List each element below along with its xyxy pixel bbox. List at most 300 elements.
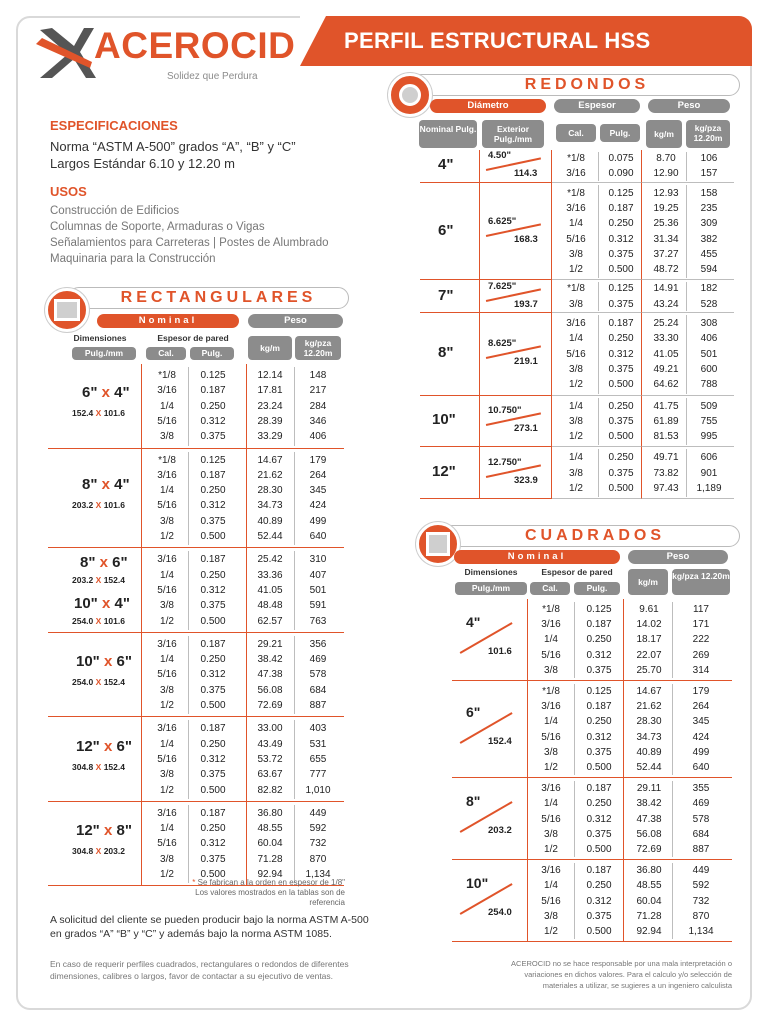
table-cell: 0.250 — [608, 333, 634, 345]
table-cell: 655 — [309, 753, 327, 765]
exterior-in: 6.625" — [488, 215, 517, 227]
size-label-mm — [72, 677, 125, 687]
column-divider — [574, 684, 575, 775]
red-exterior-header: Exterior Pulg./mm — [482, 120, 544, 148]
table-cell: *1/8 — [158, 370, 176, 381]
red-nominal-header: Nominal Pulg. — [419, 120, 477, 148]
dimension-value: 101.6 — [103, 500, 125, 511]
table-cell: 47.38 — [636, 813, 662, 825]
table-cell: 182 — [700, 283, 718, 295]
table-cell: 0.250 — [200, 738, 226, 750]
table-cell: 25.70 — [636, 664, 662, 676]
note-line: Se fabrican a la orden en espesor de 1/8" — [197, 878, 345, 887]
cuad-cal-header: Cal. — [530, 582, 570, 595]
dimension-value: 12" — [76, 737, 100, 755]
table-cell: 5/16 — [566, 233, 586, 245]
table-cell: 38.42 — [636, 798, 662, 810]
square-tube-icon — [416, 522, 460, 566]
table-cell: 48.48 — [257, 600, 283, 612]
red-peso-header: Peso — [648, 99, 730, 113]
table-cell: 71.28 — [257, 853, 283, 865]
table-cell: 34.73 — [257, 500, 283, 512]
table-cell: 17.81 — [257, 385, 283, 397]
size-label — [80, 554, 128, 571]
table-cell: 1,134 — [305, 869, 331, 880]
table-cell: 235 — [700, 202, 718, 214]
footer-disclaimer: ACEROCID no se hace responsable por una mala interpretación o variaciones en dichos valores. Para el calculo y/o selección de materiales a utilizar, se sugieres a un ingeniero calculista — [511, 959, 732, 990]
dimension-value: 203.2 — [72, 575, 94, 586]
table-cell: 0.312 — [586, 813, 612, 825]
table-cell: 21.62 — [636, 701, 662, 713]
table-cell: 755 — [700, 415, 718, 427]
table-cell: 3/16 — [157, 554, 177, 566]
table-cell: 1/2 — [544, 844, 558, 855]
table-cell: 0.500 — [586, 844, 612, 855]
table-cell: 0.187 — [200, 554, 226, 566]
size-cell — [48, 802, 142, 887]
size-cell — [48, 364, 142, 449]
cuad-peso-header: Peso — [628, 550, 728, 564]
table-cell: 0.250 — [608, 400, 634, 412]
times-sign: X — [93, 500, 104, 511]
table-cell: 1/2 — [160, 531, 174, 542]
table-cell: 308 — [700, 318, 718, 329]
table-cell: 0.312 — [608, 233, 634, 245]
table-cell: 763 — [309, 615, 327, 627]
table-cell: 34.73 — [636, 731, 662, 743]
table-cell: 606 — [700, 452, 718, 464]
table-cell: 1/4 — [544, 716, 558, 728]
table-cell: 1/4 — [569, 218, 583, 230]
table-cell: 56.08 — [257, 684, 283, 696]
dimension-value: 101.6 — [103, 616, 125, 627]
times-sign: x — [99, 653, 117, 671]
table-cell: 5/16 — [157, 838, 177, 850]
table-cell: 22.07 — [636, 649, 662, 661]
table-cell: 1/2 — [160, 615, 174, 627]
cuad-dim-unit: Pulg./mm — [455, 582, 527, 595]
dimension-value: 152.4 — [72, 408, 94, 419]
table-cell: 60.04 — [636, 895, 662, 907]
table-cell: 3/16 — [541, 783, 561, 795]
table-cell: 3/16 — [157, 385, 177, 397]
table-cell: 887 — [309, 700, 327, 711]
slogan: Solidez que Perdura — [167, 71, 258, 82]
table-cell: 1/4 — [569, 400, 583, 412]
table-cell: 72.69 — [257, 700, 283, 711]
rect-dim-unit: Pulg./mm — [72, 347, 136, 360]
exterior-mm: 168.3 — [514, 233, 538, 245]
table-cell: 1/2 — [160, 700, 174, 711]
table-cell: 0.312 — [586, 731, 612, 743]
table-cell: 0.312 — [200, 753, 226, 765]
size-cell — [48, 717, 142, 802]
exterior-in: 4.50" — [488, 150, 511, 162]
dimension-value: 152.4 — [103, 761, 125, 772]
times-sign: X — [93, 677, 104, 688]
usos-item: Maquinaria para la Construcción — [50, 253, 216, 265]
times-sign: x — [97, 595, 115, 613]
table-cell: 0.375 — [586, 664, 612, 676]
usos-item: Construcción de Edificios — [50, 205, 180, 217]
table-cell: 33.36 — [257, 569, 283, 581]
table-cell: 0.375 — [586, 746, 612, 758]
table-cell: 0.312 — [200, 669, 226, 681]
column-divider — [188, 720, 189, 799]
table-cell: 1,134 — [688, 926, 714, 937]
table-cell: 9.61 — [639, 604, 659, 615]
size-label-mm — [72, 762, 125, 772]
column-divider — [672, 602, 673, 678]
size-cell — [48, 449, 142, 549]
table-cell: 509 — [700, 400, 718, 412]
usos-item: Señalamientos para Carreteras | Postes de Alumbrado — [50, 237, 329, 249]
table-cell: 217 — [309, 385, 327, 397]
table-cell: 0.375 — [608, 467, 634, 479]
table-cell: 3/8 — [569, 298, 583, 310]
times-sign: x — [99, 822, 117, 840]
column-divider — [672, 781, 673, 857]
column-divider — [188, 367, 189, 446]
table-cell: 0.375 — [200, 431, 226, 443]
table-cell: 788 — [700, 379, 718, 391]
table-cell: 73.82 — [653, 467, 679, 479]
table-cell: 0.125 — [200, 454, 226, 466]
table-cell: 14.91 — [653, 283, 679, 295]
table-cell: 995 — [700, 431, 718, 443]
size-label-mm — [72, 408, 125, 418]
table-cell: 0.125 — [200, 370, 226, 381]
table-cell: 71.28 — [636, 910, 662, 922]
column-divider — [574, 781, 575, 857]
table-cell: 449 — [309, 807, 327, 819]
table-cell: 29.21 — [257, 638, 283, 650]
redondos-title: REDONDOS — [524, 76, 650, 93]
column-divider — [188, 551, 189, 630]
dimension-value: 6" — [116, 737, 132, 755]
table-cell: 345 — [692, 716, 710, 728]
table-cell: 0.375 — [200, 515, 226, 527]
dimension-value: 4" — [114, 476, 130, 494]
table-cell: 3/8 — [569, 363, 583, 375]
table-cell: 1/4 — [160, 400, 174, 412]
dimension-value: 10" — [76, 653, 100, 671]
table-cell: 1/4 — [160, 823, 174, 835]
rect-nominal-header: Nominal — [97, 314, 239, 328]
table-cell: 23.24 — [257, 400, 283, 412]
table-cell: 870 — [692, 910, 710, 922]
dimension-value: 6" — [116, 653, 132, 671]
table-cell: 592 — [309, 823, 327, 835]
red-pulg-header: Pulg. — [600, 124, 640, 142]
exterior-mm: 273.1 — [514, 423, 538, 435]
table-cell: 63.67 — [257, 769, 283, 781]
cuad-dim-header: Dimensiones — [464, 567, 518, 577]
table-cell: 28.39 — [257, 415, 283, 427]
size-label — [76, 738, 132, 755]
table-cell: 0.187 — [200, 469, 226, 481]
table-cell: 0.187 — [200, 385, 226, 397]
table-cell: 3/8 — [160, 769, 174, 781]
table-cell: 594 — [700, 264, 718, 276]
rectangulares-band — [68, 287, 349, 309]
table-cell: 40.89 — [257, 515, 283, 527]
table-cell: 640 — [692, 762, 710, 773]
size-label — [82, 384, 130, 401]
table-cell: 61.89 — [653, 415, 679, 427]
table-cell: 14.02 — [636, 619, 662, 631]
exterior-mm: 114.3 — [514, 168, 538, 180]
table-cell: 179 — [692, 686, 710, 697]
table-cell: 640 — [309, 531, 327, 542]
table-cell: 5/16 — [541, 895, 561, 907]
table-cell: 501 — [700, 348, 718, 360]
table-cell: 407 — [309, 569, 327, 581]
table-cell: 1/4 — [160, 569, 174, 581]
dimension-value: 304.8 — [72, 761, 94, 772]
table-cell: 403 — [309, 723, 327, 735]
table-cell: 355 — [692, 783, 710, 795]
table-cell: 0.500 — [608, 431, 634, 443]
table-cell: 0.187 — [586, 619, 612, 631]
size-label-mm — [72, 500, 125, 510]
table-cell: 5/16 — [541, 731, 561, 743]
table-cell: 346 — [309, 415, 327, 427]
red-cal-header: Cal. — [556, 124, 596, 142]
table-cell: 0.187 — [200, 723, 226, 735]
table-cell: 5/16 — [157, 500, 177, 512]
dimension-value: 152.4 — [103, 575, 125, 586]
table-cell: 117 — [693, 604, 709, 615]
table-cell: 3/16 — [566, 318, 586, 329]
size-label — [82, 476, 130, 493]
dimension-value: 8" — [116, 822, 132, 840]
table-cell: 49.21 — [653, 363, 679, 375]
table-cell: 0.500 — [586, 762, 612, 773]
spec-line: Norma “ASTM A-500” grados “A”, “B” y “C” — [50, 139, 296, 154]
table-cell: 171 — [692, 619, 710, 631]
table-cell: 0.312 — [608, 348, 634, 360]
table-cell: 56.08 — [636, 828, 662, 840]
table-cell: 0.312 — [586, 649, 612, 661]
table-cell: 870 — [309, 853, 327, 865]
dimension-value: 101.6 — [103, 408, 125, 419]
table-cell: 12.14 — [257, 370, 283, 381]
table-cell: 1/4 — [160, 654, 174, 666]
size-label — [76, 822, 132, 839]
table-cell: 33.30 — [653, 333, 679, 345]
table-cell: 406 — [309, 431, 327, 443]
table-cell: 3/16 — [541, 701, 561, 713]
table-cell: 3/8 — [544, 828, 558, 840]
table-cell: 14.67 — [257, 454, 283, 466]
footer-request: A solicitud del cliente se pueden producir bajo la norma ASTM A-500 en grados “A” “B” y “C” y además bajo la norma ASTM 1085. — [50, 914, 369, 940]
table-cell: 0.500 — [608, 483, 634, 494]
size-label — [76, 653, 132, 670]
table-cell: 469 — [692, 798, 710, 810]
table-cell: 0.250 — [586, 798, 612, 810]
nominal-size: 10" — [466, 875, 489, 892]
table-cell: 52.44 — [257, 531, 283, 542]
table-cell: 3/16 — [157, 723, 177, 735]
table-cell: 3/8 — [160, 684, 174, 696]
table-cell: 591 — [309, 600, 327, 612]
exterior-in: 12.750" — [488, 457, 522, 469]
times-sign: x — [99, 737, 117, 755]
dimension-value: 152.4 — [103, 677, 125, 688]
table-cell: 3/8 — [544, 910, 558, 922]
table-cell: 284 — [309, 400, 327, 412]
table-cell: 49.71 — [653, 452, 679, 464]
table-cell: 501 — [309, 584, 327, 596]
cuad-pulg-header: Pulg. — [574, 582, 620, 595]
column-divider — [574, 863, 575, 939]
rectangular-tube-icon — [45, 288, 89, 332]
table-cell: 0.250 — [586, 634, 612, 646]
table-cell: 3/16 — [157, 638, 177, 650]
redondos-band — [410, 74, 740, 96]
nominal-size: 4" — [438, 156, 454, 174]
table-cell: 0.187 — [586, 865, 612, 877]
exterior-cell — [480, 396, 552, 448]
table-cell: 48.55 — [257, 823, 283, 835]
round-tube-icon — [388, 73, 432, 117]
times-sign: X — [93, 575, 104, 586]
table-cell: 732 — [309, 838, 327, 850]
table-cell: 1/2 — [544, 926, 558, 937]
table-cell: 3/8 — [544, 746, 558, 758]
table-cell: 0.250 — [200, 823, 226, 835]
table-cell: 0.312 — [586, 895, 612, 907]
table-cell: 33.00 — [257, 723, 283, 735]
footer-contact: En caso de requerir perfiles cuadrados, rectangulares o redondos de diferentes dimensiones, calibres o largos, favor de contactar a su ejecutivo de ventas. — [50, 959, 349, 981]
table-cell: 41.05 — [257, 584, 283, 596]
rect-pulg-header: Pulg. — [190, 347, 234, 360]
table-cell: 157 — [700, 168, 718, 180]
table-cell: 578 — [692, 813, 710, 825]
table-cell: 0.250 — [608, 452, 634, 464]
table-cell: 0.500 — [608, 379, 634, 391]
table-cell: 406 — [700, 333, 718, 345]
table-cell: 0.312 — [200, 415, 226, 427]
table-cell: 40.89 — [636, 746, 662, 758]
exterior-cell — [480, 313, 552, 396]
rect-peso-header: Peso — [248, 314, 343, 328]
table-cell: 3/8 — [160, 431, 174, 443]
table-cell: 309 — [700, 218, 718, 230]
table-cell: 48.72 — [653, 264, 679, 276]
table-cell: 3/8 — [160, 600, 174, 612]
table-cell: 148 — [309, 370, 327, 381]
size-cell — [48, 633, 142, 718]
table-cell: 1/4 — [569, 452, 583, 464]
cuad-espesor-header: Espesor de pared — [541, 567, 613, 577]
column-divider — [672, 684, 673, 775]
table-cell: 222 — [692, 634, 710, 646]
usos-item: Columnas de Soporte, Armaduras o Vigas — [50, 221, 265, 233]
table-cell: 29.11 — [636, 783, 662, 795]
table-cell: 0.090 — [608, 168, 634, 180]
nominal-size: 12" — [432, 463, 456, 481]
table-cell: 1,189 — [696, 483, 722, 494]
table-cell: 0.375 — [200, 684, 226, 696]
table-cell: 5/16 — [541, 649, 561, 661]
table-cell: 0.500 — [200, 615, 226, 627]
red-espesor-header: Espesor — [554, 99, 640, 113]
dimension-value: 6" — [112, 554, 128, 572]
table-cell: 62.57 — [257, 615, 283, 627]
dimension-value: 6" — [82, 384, 98, 402]
exterior-cell — [480, 183, 552, 281]
table-cell: 43.49 — [257, 738, 283, 750]
table-cell: 25.42 — [257, 554, 283, 566]
table-cell: 1/4 — [544, 880, 558, 892]
column-divider — [574, 602, 575, 678]
table-cell: 1/2 — [569, 264, 583, 276]
table-cell: 0.375 — [586, 828, 612, 840]
table-cell: 1/4 — [569, 333, 583, 345]
table-cell: 0.187 — [608, 202, 634, 214]
table-cell: 0.125 — [608, 187, 634, 199]
table-cell: 0.500 — [200, 784, 226, 796]
table-cell: *1/8 — [542, 604, 560, 615]
table-cell: 3/16 — [157, 807, 177, 819]
table-cell: 0.187 — [608, 318, 634, 329]
title-bar — [300, 16, 752, 66]
size-mm: 203.2 — [488, 825, 512, 837]
table-cell: 0.375 — [608, 298, 634, 310]
nominal-size: 8" — [438, 344, 454, 362]
table-cell: 60.04 — [257, 838, 283, 850]
table-cell: 0.312 — [200, 500, 226, 512]
size-label-mm — [72, 616, 125, 626]
dimension-value: 10" — [74, 595, 98, 613]
table-cell: 0.500 — [608, 264, 634, 276]
table-cell: *1/8 — [542, 686, 560, 697]
table-cell: *1/8 — [567, 283, 585, 295]
table-cell: 8.70 — [656, 153, 676, 164]
table-cell: 3/8 — [569, 467, 583, 479]
usos-list — [50, 203, 329, 267]
table-cell: 14.67 — [636, 686, 662, 697]
table-cell: 0.250 — [586, 716, 612, 728]
size-cell — [452, 681, 528, 778]
table-cell: 97.43 — [653, 483, 679, 494]
nominal-size: 6" — [466, 703, 481, 720]
table-cell: 600 — [700, 363, 718, 375]
times-sign: x — [97, 384, 115, 402]
rect-espesor-header: Espesor de pared — [157, 333, 229, 343]
table-cell: 41.05 — [653, 348, 679, 360]
exterior-in: 10.750" — [488, 405, 522, 417]
table-cell: 1/2 — [160, 869, 174, 880]
table-cell: 3/16 — [566, 202, 586, 214]
exterior-mm: 193.7 — [514, 298, 538, 310]
table-cell: 0.125 — [586, 686, 612, 697]
table-cell: 684 — [309, 684, 327, 696]
table-cell: 528 — [700, 298, 718, 310]
size-label-mm — [72, 575, 125, 585]
table-cell: 0.312 — [200, 838, 226, 850]
table-cell: 901 — [700, 467, 718, 479]
nominal-size: 4" — [466, 614, 481, 630]
table-cell: 18.17 — [636, 634, 662, 646]
red-kgm-header: kg/m — [646, 120, 682, 148]
table-cell: 449 — [692, 865, 710, 877]
cuadrados-title: CUADRADOS — [525, 527, 665, 544]
table-cell: 92.94 — [257, 869, 283, 880]
column-divider — [188, 452, 189, 546]
